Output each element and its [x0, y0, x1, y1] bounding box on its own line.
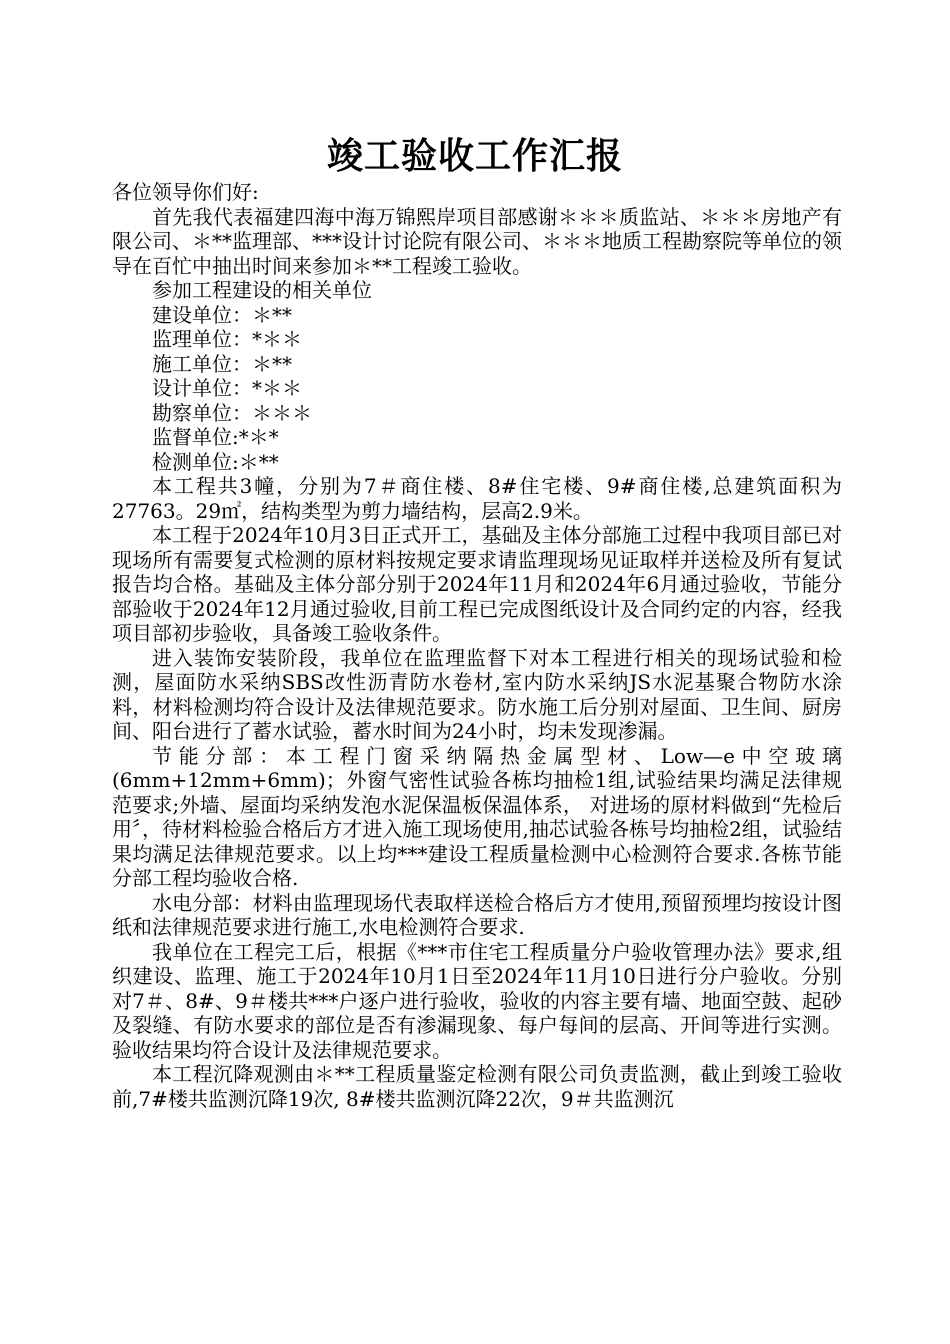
unit-design: 设计单位：*＊＊	[152, 376, 302, 400]
unit-oversight: 监督单位:*＊*	[152, 425, 279, 449]
paragraph-plumbing-electrical: 水电分部：材料由监理现场代表取样送检合格后方才使用,预留预埋均按设计图纸和法律规范要求进行施工,水电检测符合要求.	[112, 890, 842, 939]
unit-supervision: 监理单位：*＊＊	[152, 327, 302, 351]
greeting: 各位领导你们好:	[112, 180, 259, 204]
paragraph-household-acceptance: 我单位在工程完工后，根据《***市住宅工程质量分户验收管理办法》要求,组织建设、监理、施工于2024年10月1日至2024年11月10日进行分户验收。分别对7＃、8#、9＃楼共***户逐户进行验收，验收的内容主要有墙、地面空鼓、起砂及裂缝、有防水要求的部位是否有渗漏现象、每户每间的层高、开间等进行实测。验收结果均符合设计及法律规范要求。	[112, 939, 842, 1062]
unit-contractor: 施工单位：＊**	[152, 351, 292, 376]
unit-testing: 检测单位:＊**	[152, 449, 279, 474]
paragraph-units-heading: 参加工程建设的相关单位	[152, 278, 372, 302]
paragraph-decoration: 进入装饰安装阶段，我单位在监理监督下对本工程进行相关的现场试验和检测，屋面防水采纳SBS改性沥青防水卷材,室内防水采纳JS水泥基聚合物防水涂料，材料检测均符合设计及法律规范要求。防水施工后分别对屋面、卫生间、厨房间、阳台进行了蓄水试验，蓄水时间为24小时，均未发现渗漏。	[112, 645, 842, 743]
paragraph-schedule: 本工程于2024年10月3日正式开工，基础及主体分部施工过程中我项目部已对现场所有需要复式检测的原材料按规定要求请监理现场见证取样并送检及所有复试报告均合格。基础及主体分部分别于2024年11月和2024年6月通过验收，节能分部验收于2024年12月通过验收,目前工程已完成图纸设计及合同约定的内容，经我项目部初步验收，具备竣工验收条件。	[112, 523, 842, 645]
document-body	[112, 180, 842, 1111]
paragraph-energy: 节能分部：本工程门窗采纳隔热金属型材、Low—e中空玻璃(6mm+12mm+6mm)；外窗气密性试验各栋均抽检1组,试验结果均满足法律规范要求;外墙、屋面均采纳发泡水泥保温板保温体系， 对进场的原材料做到“先检后用〞，待材料检验合格后方才进入施工现场使用,抽芯试验各栋号均抽检2组，试验结果均满足法律规范要求。以上均***建设工程质量检测中心检测符合要求.各栋节能分部工程均验收合格.	[112, 743, 842, 890]
paragraph-intro: 首先我代表福建四海中海万锦熙岸项目部感谢＊＊＊质监站、＊＊＊房地产有限公司、＊**监理部、***设计讨论院有限公司、＊＊＊地质工程勘察院等单位的领导在百忙中抽出时间来参加＊**工程竣工验收。	[112, 204, 842, 278]
unit-construction: 建设单位：＊**	[152, 302, 292, 327]
document-title: 竣工验收工作汇报	[326, 135, 623, 177]
unit-survey: 勘察单位：＊＊＊	[152, 400, 312, 425]
paragraph-overview: 本工程共3幢，分别为7＃商住楼、8#住宅楼、9#商住楼,总建筑面积为27763。29㎡，结构类型为剪力墙结构，层高2.9米。	[112, 474, 842, 523]
paragraph-settlement: 本工程沉降观测由＊**工程质量鉴定检测有限公司负责监测，截止到竣工验收前,7#楼共监测沉降19次, 8#楼共监测沉降22次，9＃共监测沉	[112, 1062, 842, 1111]
